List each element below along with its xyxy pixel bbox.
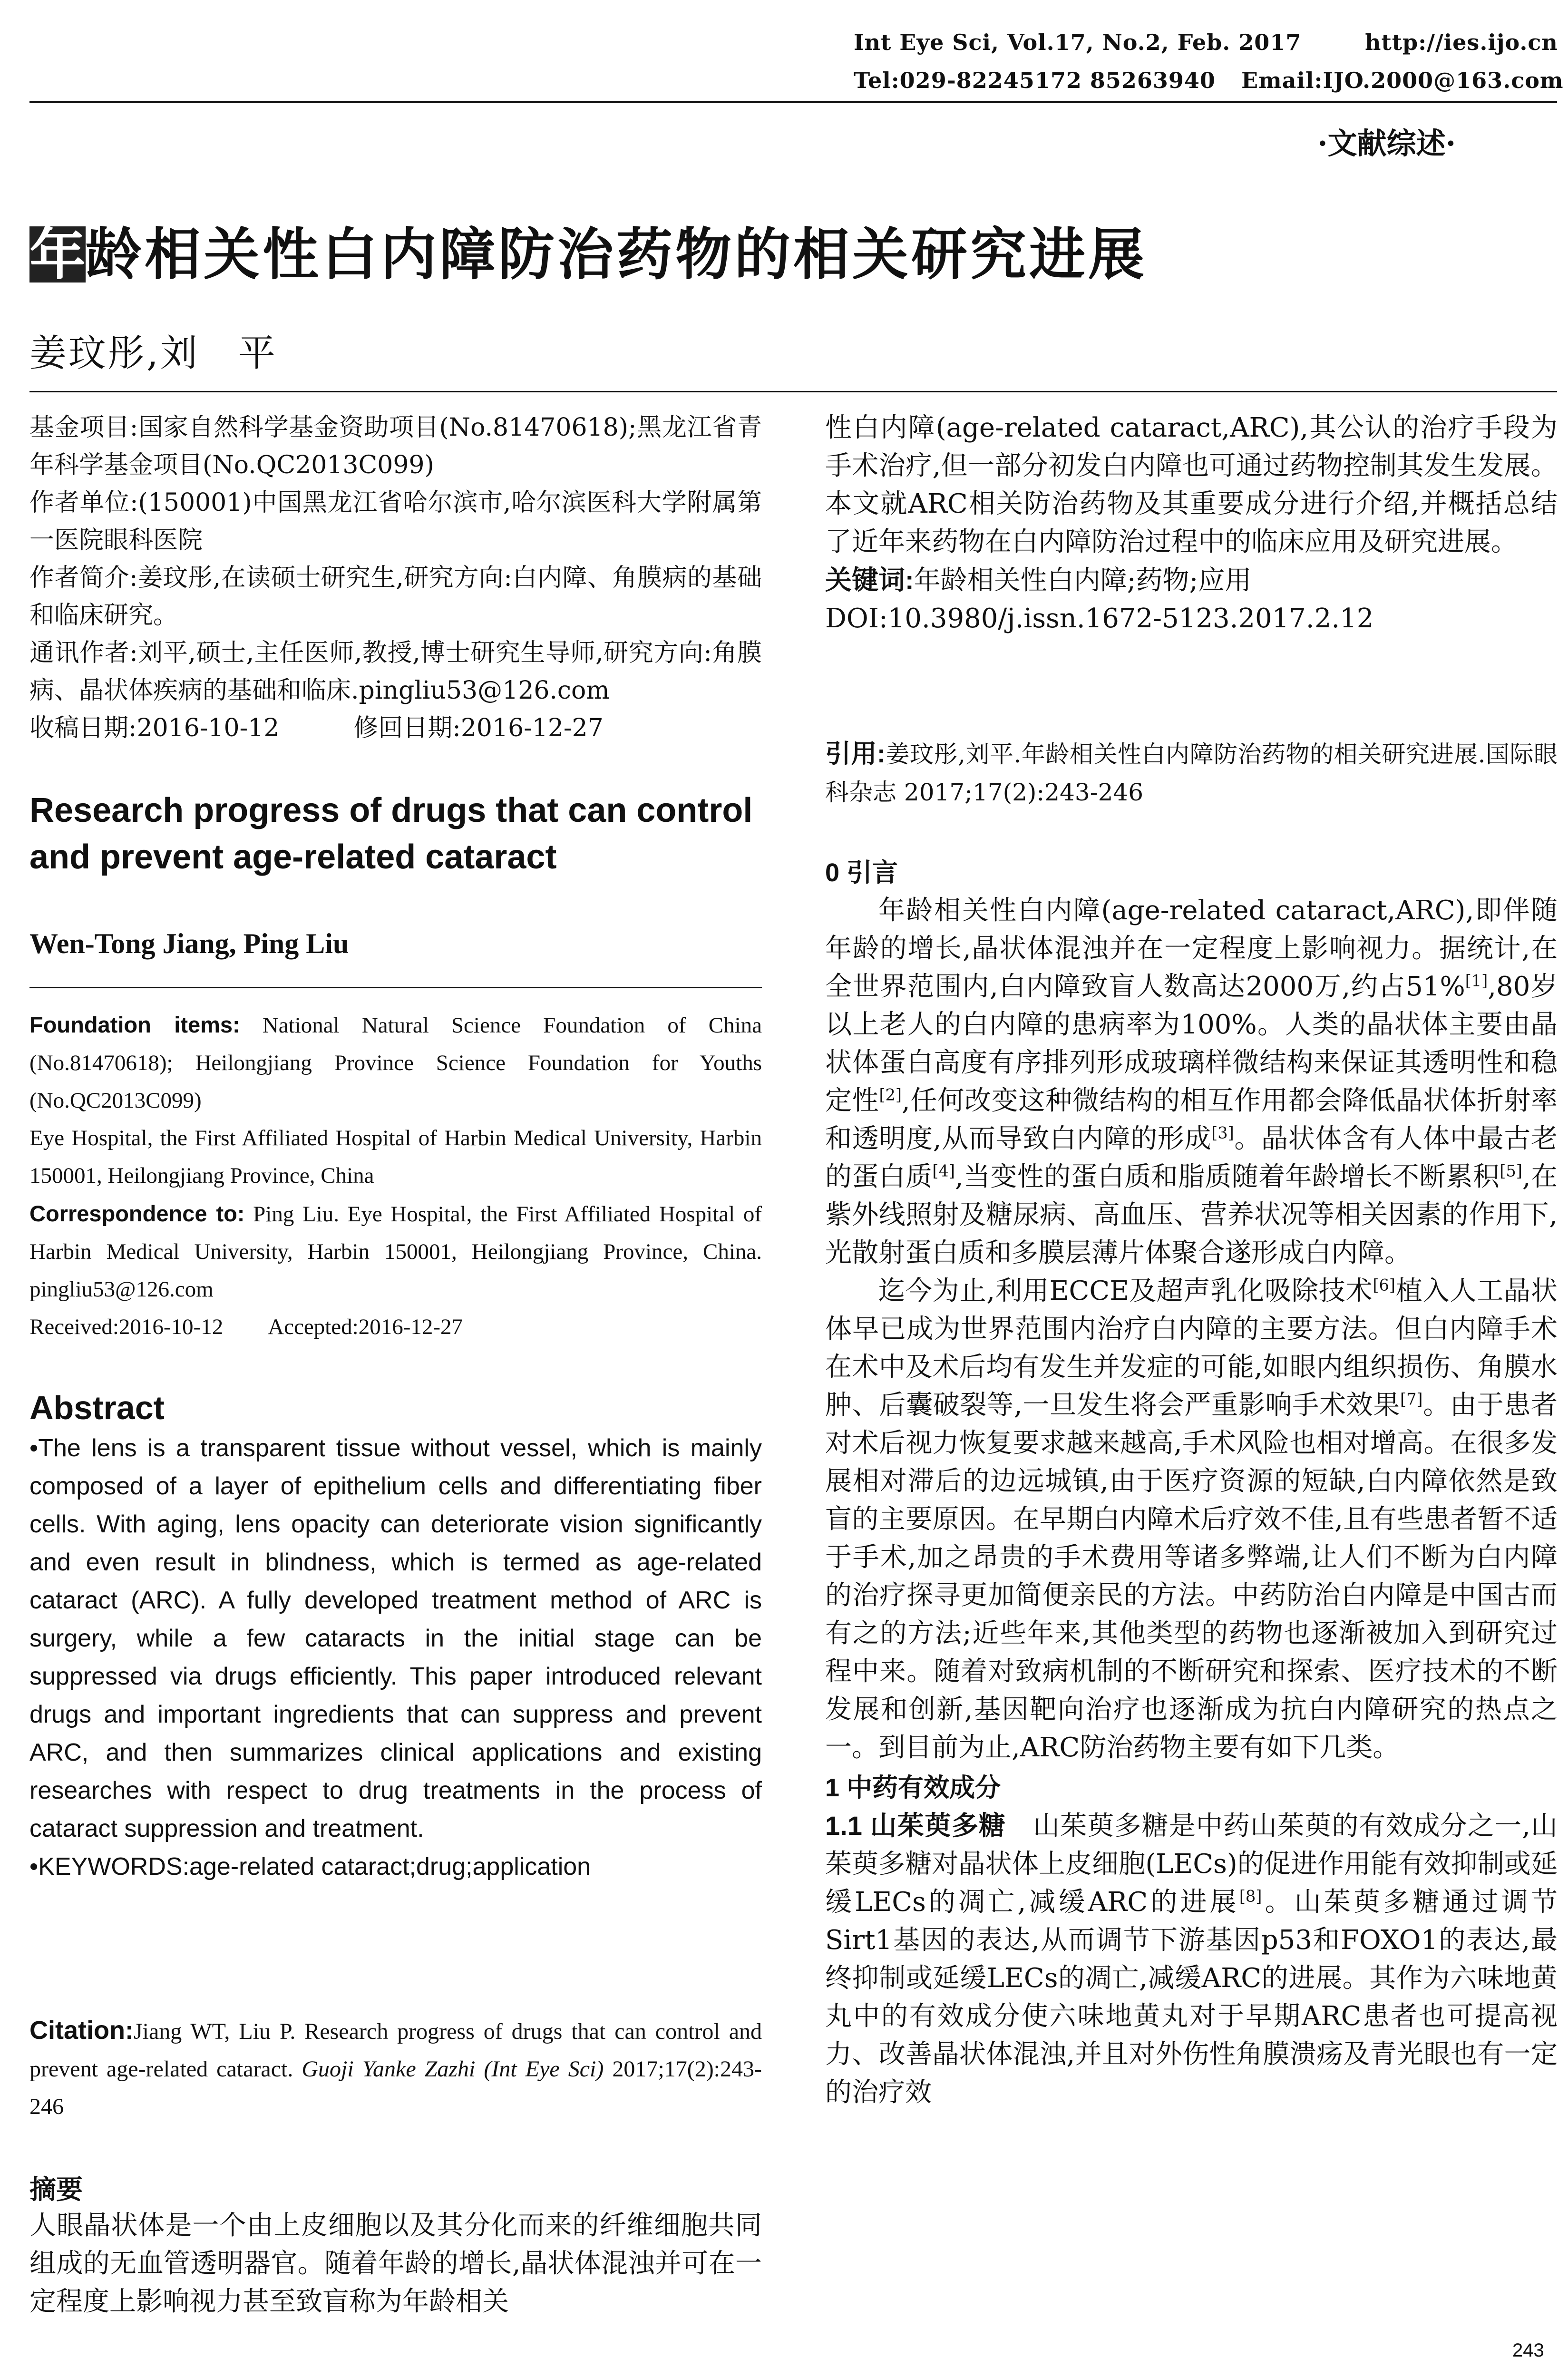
citation-en-tail: 2017;17(2):243-246 — [29, 2056, 762, 2119]
section-tag: ·文献综述· — [1317, 126, 1456, 161]
unit-cn: 作者单位:(150001)中国黑龙江省哈尔滨市,哈尔滨医科大学附属第一医院眼科医院 — [29, 488, 762, 555]
authors-en: Wen-Tong Jiang, Ping Liu — [29, 928, 349, 959]
foundation-en: National Natural Science Foundation of China (No.81470618); Heilongjiang Province Science Foundation for Youths (No.QC2013C099) — [29, 1013, 762, 1113]
title-rest: 龄相关性白内障防治药物的相关研究进展 — [86, 222, 1148, 287]
intro-heading: 0 引言 — [825, 858, 898, 887]
doi: DOI:10.3980/j.issn.1672-5123.2017.2.12 — [825, 603, 1374, 634]
citation-en-journal: Guoji Yanke Zazhi (Int Eye Sci) — [302, 2056, 604, 2082]
abstract-en-text: •The lens is a transparent tissue without vessel, which is mainly composed of a layer of epithelium cells and differentiating fiber cells. With aging, lens opacity can deteriorate vision significantly and even result in blindness, which is termed as age-related cataract (ARC). A fully developed treatment method of ARC is surgery, while a few cataracts in the initial stage can be suppressed via drugs efficiently. This paper introduced relevant drugs and important ingredients that can suppress and prevent ARC, and then summarizes clinical applications and existing researches with respect to drug treatments in the process of cataract suppression and treatment. — [29, 1434, 762, 1842]
intro-para-2: 迄今为止,利用ECCE及超声乳化吸除技术[6]植入人工晶状体早已成为世界范围内治疗白内障的主要方法。但白内障手术在术中及术后均有发生并发症的可能,如眼内组织损伤、角膜水肿、后囊破裂等,一旦发生将会严重影响手术效果[7]。由于患者对术后视力恢复要求越来越高,手术风险也相对增高。在很多发展相对滞后的边远城镇,由于医疗资源的短缺,白内障依然是致盲的主要原因。在早期白内障术后疗效不佳,且有些患者暂不适于手术,加之昂贵的手术费用等诸多弊端,让人们不断为白内障的治疗探寻更加简便亲民的方法。中药防治白内障是中国古而有之的方法;近些年来,其他类型的药物也逐渐被加入到研究过程中来。随着对致病机制的不断研究和探索、医疗技术的不断发展和创新,基因靶向治疗也逐渐成为抗白内障研究的热点之一。到目前为止,ARC防治药物主要有如下几类。 — [825, 1276, 1558, 1763]
keywords-en: •KEYWORDS:age-related cataract;drug;application — [29, 1853, 591, 1880]
section-1-heading: 1 中药有效成分 — [825, 1773, 1001, 1802]
abstract-cn-part1 — [29, 2207, 762, 2321]
title-initial: 年 — [29, 222, 89, 287]
title-rule — [29, 391, 1557, 392]
journal-tel: Tel:029-82245172 85263940 — [854, 68, 1216, 93]
citation-cn-label: 引用: — [825, 740, 886, 768]
dates-en: Received:2016-10-12 Accepted:2016-12-27 — [29, 1315, 463, 1339]
affil-en: Eye Hospital, the First Affiliated Hospital of Harbin Medical University, Harbin 150001, Heilongjiang Province, China — [29, 1126, 762, 1188]
foundation-cn: 基金项目:国家自然科学基金资助项目(No.81470618);黑龙江省青年科学基金项目(No.QC2013C099) — [29, 413, 762, 479]
en-rule — [29, 987, 762, 988]
left-cn-meta — [29, 409, 762, 747]
journal-email: Email:IJO.2000@163.com — [1241, 68, 1564, 93]
journal-info: Int Eye Sci, Vol.17, No.2, Feb. 2017 — [854, 29, 1302, 55]
abstract-en — [29, 1429, 762, 1886]
title-en: Research progress of drugs that can control and prevent age-related cataract — [29, 791, 753, 876]
section-1-1-para: 1.1 山茱萸多糖 山茱萸多糖是中药山茱萸的有效成分之一,山茱萸多糖对晶状体上皮细胞(LECs)的促进作用能有效抑制或延缓LECs的凋亡,减缓ARC的进展[8]。山茱萸多糖通过调节Sirt1基因的表达,从而调节下游基因p53和FOXO1的表达,最终抑制或延缓LECs的凋亡,减缓ARC的进展。其作为六味地黄丸中的有效成分使六味地黄丸对于早期ARC患者也可提高视力、改善晶状体混浊,并且对外伤性角膜溃疡及青光眼也有一定的治疗效 — [825, 1811, 1558, 2108]
abstract-cn-text2: 性白内障(age-related cataract,ARC),其公认的治疗手段为手术治疗,但一部分初发白内障也可通过药物控制其发生发展。本文就ARC相关防治药物及其重要成分进行介绍,并概括总结了近年来药物在白内障防治过程中的临床应用及研究进展。 — [825, 412, 1558, 557]
citation-en-text: Jiang WT, Liu P. Research progress of drugs that can control and prevent age-related cataract. — [29, 2019, 762, 2082]
abstract-cn-text1: 人眼晶状体是一个由上皮细胞以及其分化而来的纤维细胞共同组成的无血管透明器官。随着年龄的增长,晶状体混浊并可在一定程度上影响视力甚至致盲称为年龄相关 — [29, 2210, 762, 2317]
abstract-heading: Abstract — [29, 1389, 165, 1426]
header-rule — [29, 101, 1557, 103]
citation-en — [29, 2012, 762, 2125]
citation-en-label: Citation: — [29, 2016, 134, 2045]
journal-url: http://ies.ijo.cn — [1365, 29, 1558, 55]
abstract-cn-continued — [825, 409, 1558, 638]
abstract-cn-heading: 摘要 — [29, 2174, 83, 2204]
keywords-cn: 年龄相关性白内障;药物;应用 — [914, 565, 1252, 596]
page-title — [29, 209, 1147, 290]
citation-cn — [825, 735, 1558, 811]
intro-para-1: 年龄相关性白内障(age-related cataract,ARC),即伴随年龄的增长,晶状体混浊并在一定程度上影响视力。据统计,在全世界范围内,白内障致盲人数高达2000万,约占51%[1],80岁以上老人的白内障的患病率为100%。人类的晶状体主要由晶状体蛋白高度有序排列形成玻璃样微结构来保证其透明性和稳定性[2],任何改变这种微结构的相互作用都会降低晶状体折射率和透明度,从而导致白内障的形成[3]。晶状体含有人体中最古老的蛋白质[4],当变性的蛋白质和脂质随着年龄增长不断累积[5],在紫外线照射及糖尿病、高血压、营养状况等相关因素的作用下,光散射蛋白质和多膜层薄片体聚合遂形成白内障。 — [825, 895, 1558, 1268]
intro-section — [825, 854, 1558, 2112]
foundation-en-label: Foundation items: — [29, 1012, 240, 1037]
corr-en-label: Correspondence to: — [29, 1201, 245, 1226]
citation-cn-text: 姜玟彤,刘平.年龄相关性白内障防治药物的相关研究进展.国际眼科杂志 2017;17(2):243-246 — [825, 740, 1558, 806]
keywords-cn-label: 关键词: — [825, 565, 914, 595]
corr-en: Ping Liu. Eye Hospital, the First Affiliated Hospital of Harbin Medical University, Harbin 150001, Heilongjiang Province, China. pingliu53@126.com — [29, 1202, 762, 1302]
authors-cn: 姜玟彤,刘 平 — [29, 332, 277, 375]
dates-cn: 收稿日期:2016-10-12 修回日期:2016-12-27 — [29, 714, 604, 742]
page-number: 243 — [1512, 2340, 1544, 2361]
bio-cn: 作者简介:姜玟彤,在读硕士研究生,研究方向:白内障、角膜病的基础和临床研究。 — [29, 564, 762, 630]
en-meta — [29, 1006, 762, 1346]
section-1-1-heading: 1.1 山茱萸多糖 — [825, 1811, 1006, 1841]
corr-cn: 通讯作者:刘平,硕士,主任医师,教授,博士研究生导师,研究方向:角膜病、晶状体疾病的基础和临床.pingliu53@126.com — [29, 639, 762, 705]
